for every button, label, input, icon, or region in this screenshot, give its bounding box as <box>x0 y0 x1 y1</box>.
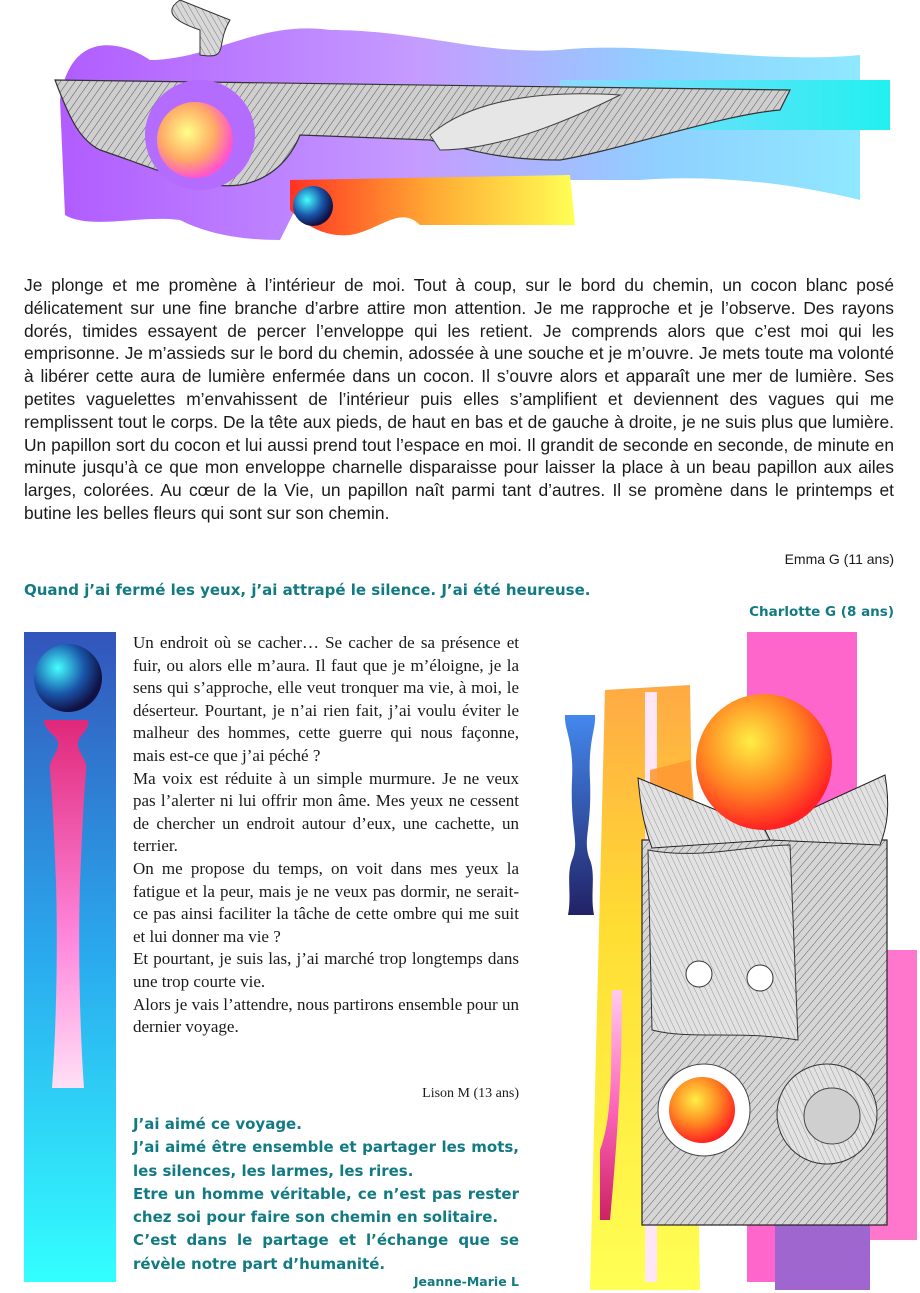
poem-paragraph-2: Ma voix est réduite à un simple murmure. Je ne veux pas l’alerter ni lui offrir mon âme. Mes yeux ne cessent de chercher un endroit autour d’eux, une cachette, un terrier. <box>133 768 519 856</box>
verse-line-2: J’ai aimé être ensemble et partager les mots, les silences, les larmes, les rires. <box>133 1138 519 1180</box>
verse <box>133 1113 519 1276</box>
poem-author: Lison M (13 ans) <box>422 1086 519 1101</box>
story-author: Emma G (11 ans) <box>784 551 894 567</box>
poem-paragraph-3: On me propose du temps, on voit dans mes yeux la fatigue et la peur, mais je ne veux pas dormir, ne serait-ce pas ainsi faciliter la tâche de cette ombre qui me suit et lui donner ma vie ? <box>133 858 519 946</box>
verse-line-1: J’ai aimé ce voyage. <box>133 1115 302 1133</box>
quote-text: Quand j’ai fermé les yeux, j’ai attrapé le silence. J’ai été heureuse. <box>24 581 591 599</box>
poem-paragraph-5: Alors je vais l’attendre, nous partirons ensemble pour un dernier voyage. <box>133 994 519 1037</box>
verse-line-3: Etre un homme véritable, ce n’est pas rester chez soi pour faire son chemin en solitaire. <box>133 1184 519 1227</box>
verse-line-4: C’est dans le partage et l’échange que se révèle notre part d’humanité. <box>133 1231 519 1273</box>
verse-author: Jeanne-Marie L <box>413 1274 519 1289</box>
poem <box>133 632 519 1039</box>
poem-paragraph-4: Et pourtant, je suis las, j’ai marché trop longtemps dans une trop courte vie. <box>133 949 519 991</box>
story-paragraph: Je plonge et me promène à l’intérieur de moi. Tout à coup, sur le bord du chemin, un cocon blanc posé délicatement sur une fine branche d’arbre attire mon attention. Je me rapproche et je l’observe. Des rayons dorés, timides essayent de percer l’enveloppe qui les retient. Je comprends alors que c’est moi qui les emprisonne. Je m’assieds sur le bord du chemin, adossée à une souche et je m’ouvre. Je mets toute ma volonté à libérer cette aura de lumière enfermée dans un cocon. Il s’ouvre alors et apparaît une mer de lumière. Ses petites vaguelettes m’envahissent de l’intérieur puis elles s’amplifient et deviennent des vagues qui me remplissent tout le corps. De la tête aux pieds, de haut en bas et de gauche à droite, je ne suis plus que lumière. Un papillon sort du cocon et lui aussi prend tout l’espace en moi. Il grandit de seconde en seconde, de minute en minute jusqu’à ce que mon enveloppe charnelle disparaisse pour laisser la place à un beau papillon aux ailes larges, colorées. Au cœur de la Vie, un papillon naît parmi tant d’autres. Il se promène dans le printemps et butine les belles fleurs qui sont sur son chemin. <box>24 275 894 523</box>
right-decorative-illustration <box>560 630 920 1290</box>
left-decorative-column <box>24 632 116 1282</box>
decorative-banner <box>0 0 920 245</box>
quote-author: Charlotte G (8 ans) <box>749 604 894 620</box>
poem-paragraph-1: Un endroit où se cacher… Se cacher de sa présence et fuir, ou alors elle m’aura. Il faut que je m’éloigne, je la sens qui s’approche, elle veut tronquer ma vie, à moi, le déserteur. Pourtant, je n’ai rien fait, j’ai voulu éviter le malheur des hommes, cette guerre qui nous façonne, mais est-ce que j’ai péché ? <box>133 633 519 765</box>
